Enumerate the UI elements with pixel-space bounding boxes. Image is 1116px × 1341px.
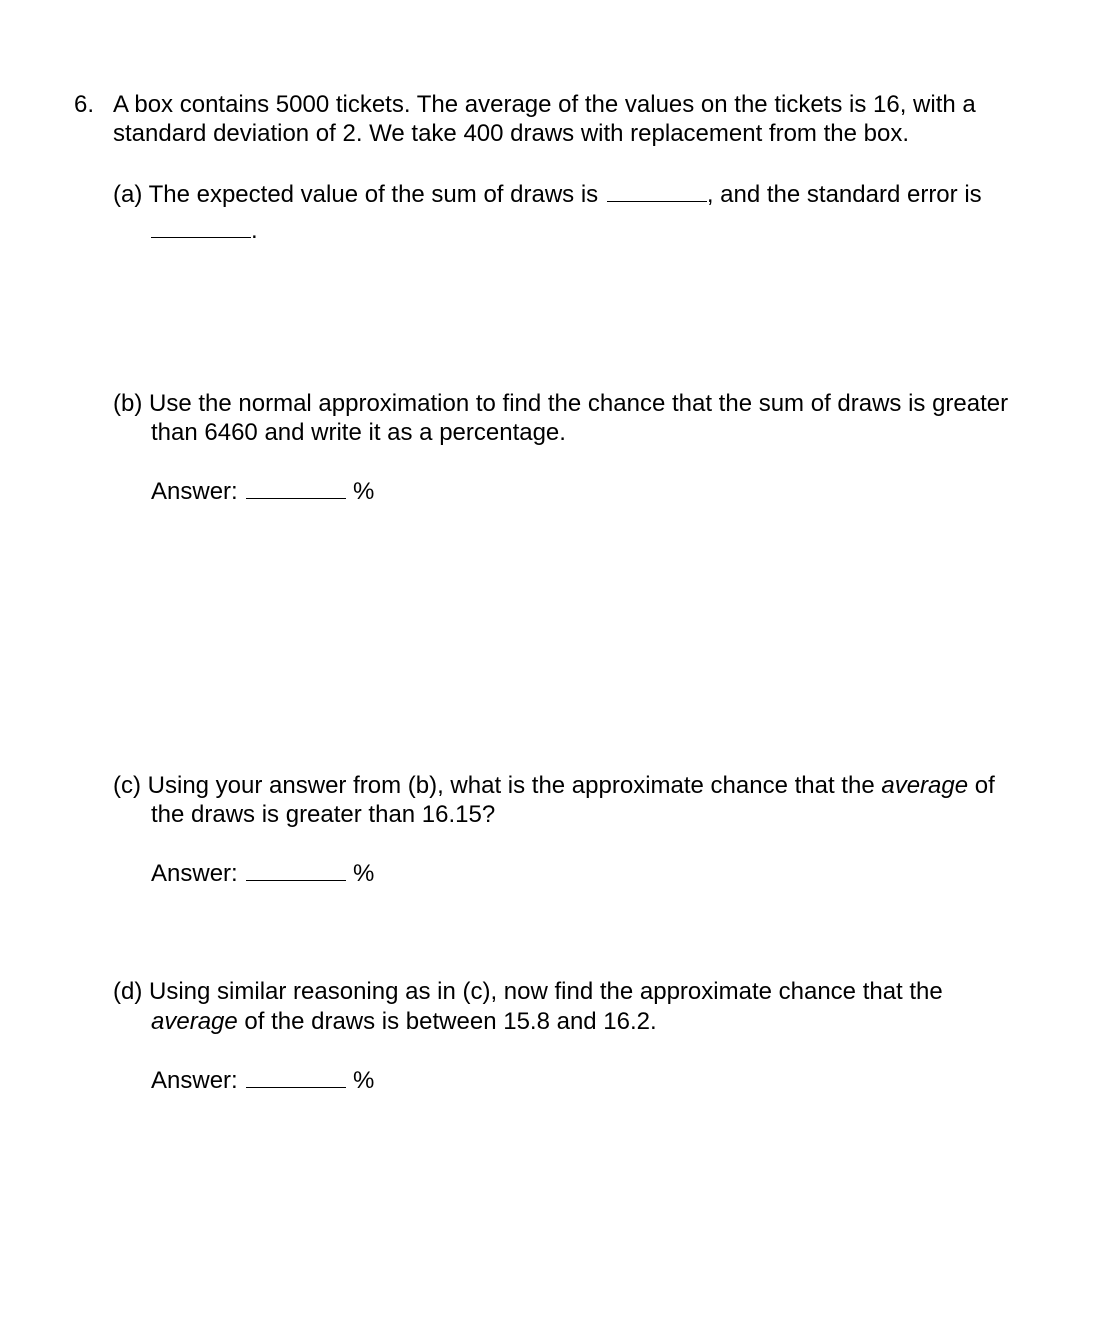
part-c-italic-average: average (881, 772, 969, 799)
part-c-answer-label: Answer: (151, 860, 238, 887)
part-d-answer-label: Answer: (151, 1067, 238, 1094)
part-d-italic-average: average (151, 1008, 238, 1035)
part-b-line-1 (113, 389, 1008, 419)
part-b-percent-unit: % (353, 478, 375, 505)
part-a-label: (a) (113, 181, 143, 208)
part-b-answer-row (151, 477, 374, 507)
question-line-1: A box contains 5000 tickets. The average of the values on the tickets is 16, with a (113, 91, 976, 118)
part-b-answer-blank[interactable] (246, 478, 346, 499)
part-a-text-after: , and the standard error is (706, 181, 982, 208)
part-b-label: (b) (113, 390, 143, 417)
part-b-answer-label: Answer: (151, 478, 238, 505)
part-a-line-1 (113, 180, 982, 210)
part-c-answer-blank[interactable] (246, 860, 346, 881)
question-line-2: standard deviation of 2. We take 400 draws with replacement from the box. (113, 120, 909, 147)
part-a-end: . (251, 217, 258, 244)
standard-error-blank[interactable] (151, 217, 251, 238)
part-d-text-1: Using similar reasoning as in (c), now find the approximate chance that the (149, 978, 943, 1005)
part-b-text-1: Use the normal approximation to find the chance that the sum of draws is greater (149, 390, 1009, 417)
expected-value-blank[interactable] (607, 181, 707, 202)
part-a-line-2 (151, 216, 258, 246)
part-c-text-after: of (974, 772, 995, 799)
part-c-answer-row (151, 859, 374, 889)
part-d-answer-row (151, 1066, 374, 1096)
part-b-line-2: than 6460 and write it as a percentage. (151, 419, 566, 446)
part-d-line-2 (151, 1007, 657, 1037)
part-c-line-2: the draws is greater than 16.15? (151, 801, 496, 828)
part-d-percent-unit: % (353, 1067, 375, 1094)
part-c-percent-unit: % (353, 860, 375, 887)
part-c-label: (c) (113, 772, 141, 799)
part-d-line-1 (113, 977, 943, 1007)
part-a-text-before: The expected value of the sum of draws is (148, 181, 599, 208)
part-d-label: (d) (113, 978, 143, 1005)
part-d-text-after: of the draws is between 15.8 and 16.2. (244, 1008, 657, 1035)
part-d-answer-blank[interactable] (246, 1067, 346, 1088)
part-c-line-1 (113, 771, 995, 801)
part-c-text-before: Using your answer from (b), what is the approximate chance that the (147, 772, 875, 799)
question-number: 6. (74, 91, 95, 118)
